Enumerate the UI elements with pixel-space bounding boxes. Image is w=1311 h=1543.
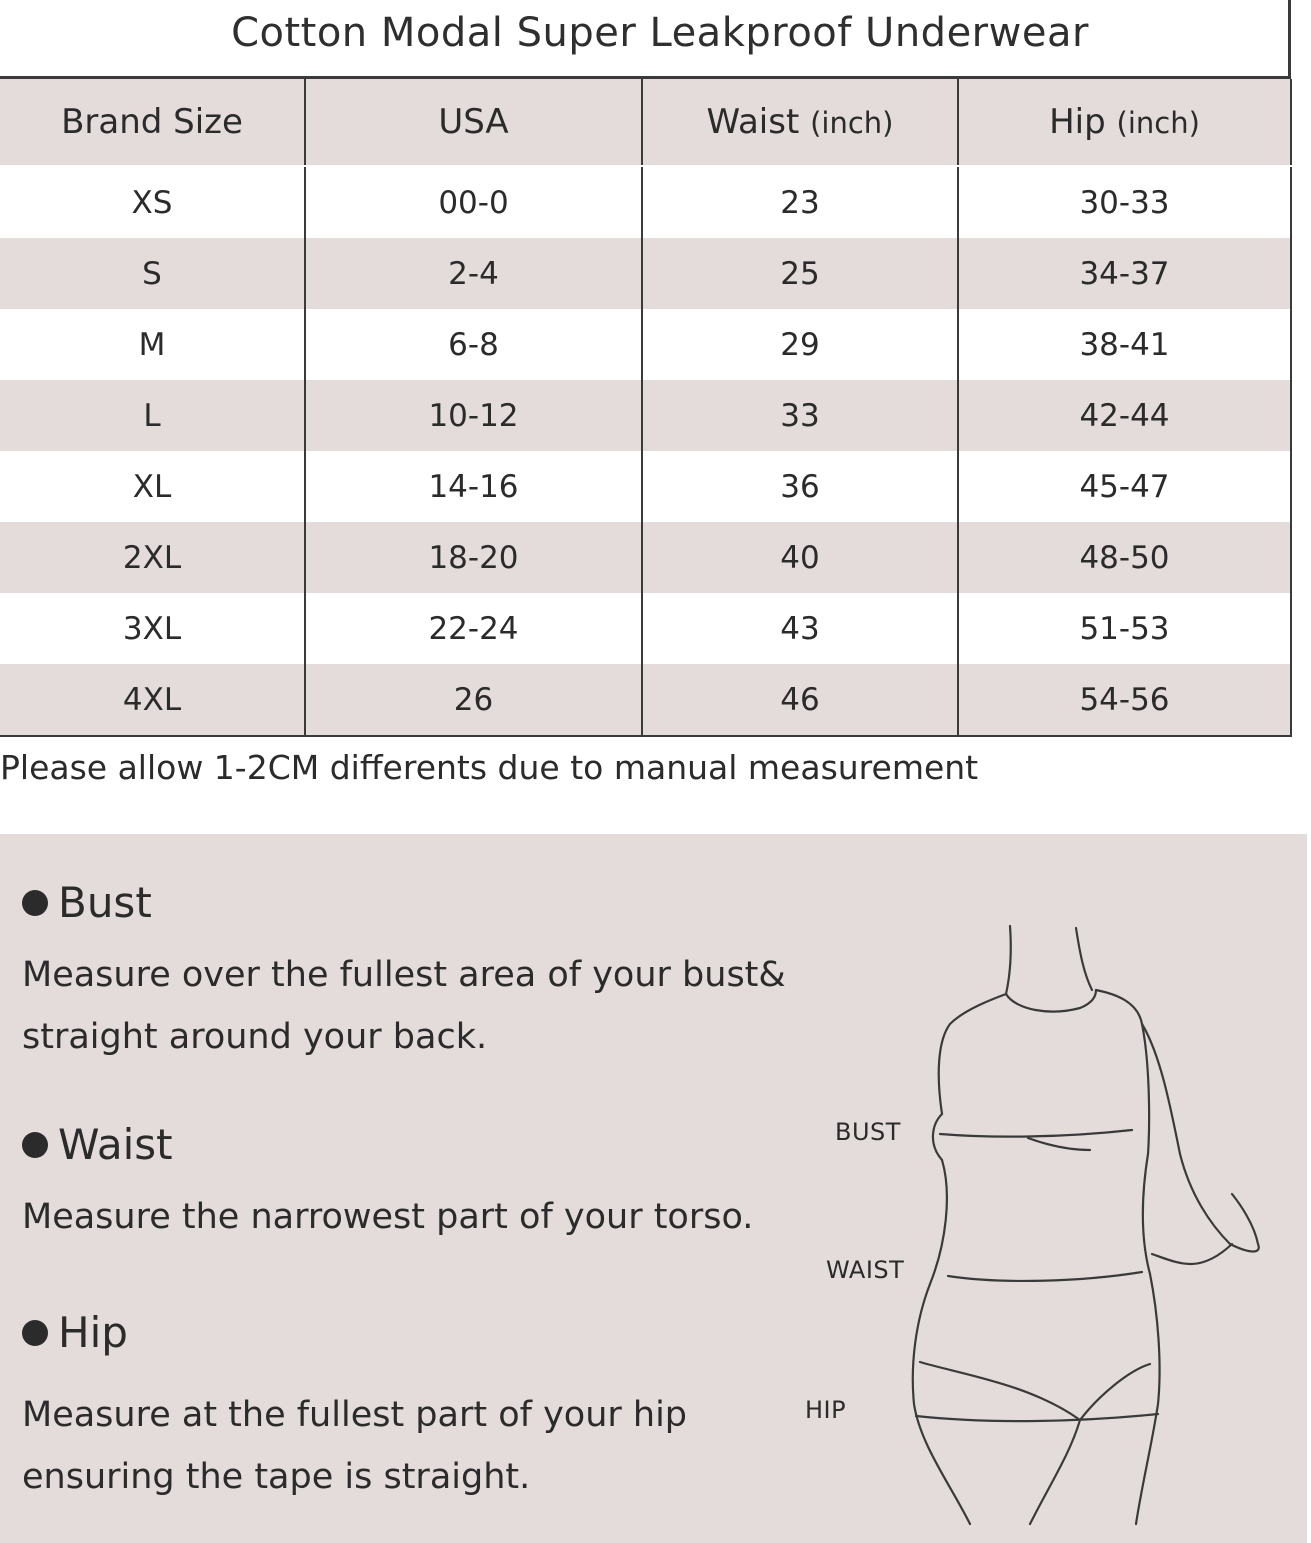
- row-usa-cell: 26: [305, 664, 642, 736]
- measurement-note: Please allow 1-2CM differents due to manual measurement: [0, 748, 979, 787]
- waist-heading: Waist: [22, 1120, 173, 1169]
- row-hip-cell: 48-50: [958, 522, 1291, 593]
- row-usa-cell: 00-0: [305, 166, 642, 238]
- bullet-icon: [22, 1132, 48, 1158]
- figure-label-hip: HIP: [805, 1396, 847, 1424]
- figure-label-bust: BUST: [835, 1118, 901, 1146]
- bullet-icon: [22, 1320, 48, 1346]
- bullet-icon: [22, 890, 48, 916]
- row-brand-size-cell: XS: [0, 166, 305, 238]
- bust-instructions: Measure over the fullest area of your bust& straight around your back.: [22, 955, 786, 1057]
- table-row: [0, 309, 1291, 380]
- row-usa-cell: 22-24: [305, 593, 642, 664]
- row-waist-cell: 33: [642, 380, 958, 451]
- table-row: [0, 522, 1291, 593]
- table-row: [0, 664, 1291, 736]
- table-row: [0, 593, 1291, 664]
- waist-instructions: Measure the narrowest part of your torso.: [22, 1197, 754, 1237]
- header-waist: Waist (inch): [642, 79, 958, 166]
- row-usa-cell: 10-12: [305, 380, 642, 451]
- header-hip: Hip (inch): [958, 79, 1291, 166]
- chart-title: Cotton Modal Super Leakproof Underwear: [231, 10, 1089, 56]
- header-usa: USA: [305, 79, 642, 166]
- row-brand-size-cell: 2XL: [0, 522, 305, 593]
- row-hip-cell: 45-47: [958, 451, 1291, 522]
- table-row: [0, 238, 1291, 309]
- row-hip-cell: 38-41: [958, 309, 1291, 380]
- header-hip-unit: (inch): [1116, 106, 1200, 140]
- row-waist-cell: 36: [642, 451, 958, 522]
- row-waist-cell: 25: [642, 238, 958, 309]
- header-brand-size: Brand Size: [0, 79, 305, 166]
- row-brand-size-cell: L: [0, 380, 305, 451]
- row-hip-cell: 51-53: [958, 593, 1291, 664]
- bust-heading: Bust: [22, 878, 152, 927]
- table-row: [0, 380, 1291, 451]
- title-right-border: [1288, 0, 1291, 79]
- row-brand-size-cell: S: [0, 238, 305, 309]
- table-row: [0, 451, 1291, 522]
- row-hip-cell: 34-37: [958, 238, 1291, 309]
- row-hip-cell: 42-44: [958, 380, 1291, 451]
- row-brand-size-cell: 3XL: [0, 593, 305, 664]
- row-hip-cell: 30-33: [958, 166, 1291, 238]
- row-waist-cell: 43: [642, 593, 958, 664]
- table-row: [0, 166, 1291, 238]
- header-waist-unit: (inch): [810, 106, 894, 140]
- row-hip-cell: 54-56: [958, 664, 1291, 736]
- hip-heading: Hip: [22, 1308, 128, 1357]
- hip-instructions: Measure at the fullest part of your hip ensuring the tape is straight.: [22, 1395, 688, 1497]
- row-waist-cell: 46: [642, 664, 958, 736]
- row-waist-cell: 40: [642, 522, 958, 593]
- row-brand-size-cell: M: [0, 309, 305, 380]
- figure-label-waist: WAIST: [826, 1256, 905, 1284]
- row-usa-cell: 18-20: [305, 522, 642, 593]
- row-brand-size-cell: 4XL: [0, 664, 305, 736]
- row-brand-size-cell: XL: [0, 451, 305, 522]
- row-waist-cell: 23: [642, 166, 958, 238]
- row-usa-cell: 6-8: [305, 309, 642, 380]
- row-waist-cell: 29: [642, 309, 958, 380]
- measurement-guide: [0, 834, 1307, 1543]
- size-table: [0, 79, 1292, 737]
- row-usa-cell: 14-16: [305, 451, 642, 522]
- row-usa-cell: 2-4: [305, 238, 642, 309]
- table-header-row: [0, 79, 1291, 166]
- body-outline-icon: [880, 924, 1280, 1543]
